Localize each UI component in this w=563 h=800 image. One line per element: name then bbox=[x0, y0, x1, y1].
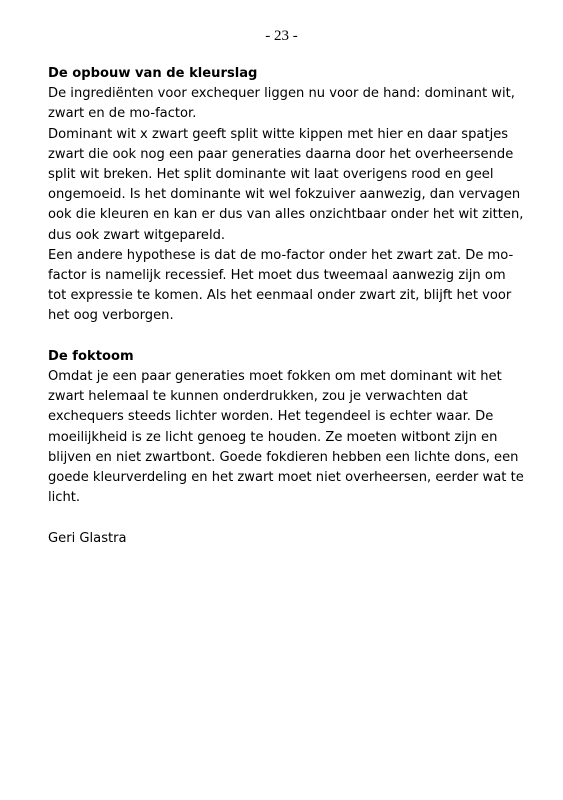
author-signature: Geri Glastra bbox=[48, 530, 127, 546]
spacer bbox=[48, 508, 528, 528]
paragraph: Een andere hypothese is dat de mo-factor onder het zwart zat. De mo-factor is namelijk recessief. Het moet dus tweemaal aanwezig zijn om tot expressie te komen. Als het eenmaal onder zwart zit, blijft het voor het oog verborgen. bbox=[48, 247, 514, 324]
paragraph: Dominant wit x zwart geeft split witte kippen met hier en daar spatjes zwart die ook nog een paar generaties daarna door het overheersende split wit breken. Het split dominante wit laat overigens rood en geel ongemoeid. Is het dominante wit wel fokzuiver aanwezig, dan vervagen ook die kleuren en kan er dus van alles onzichtbaar onder het wit zitten, dus ook zwart witgepareld. bbox=[48, 126, 524, 243]
section-heading: De opbouw van de kleurslag bbox=[48, 66, 258, 81]
section-foktoom bbox=[48, 347, 528, 509]
page-number: - 23 - bbox=[265, 28, 298, 44]
article-body bbox=[48, 64, 528, 549]
paragraph: De ingrediënten voor exchequer liggen nu voor de hand: dominant wit, zwart en de mo-factor. bbox=[48, 86, 515, 122]
paragraph: Omdat je een paar generaties moet fokken om met dominant wit het zwart helemaal te kunnen onderdrukken, zou je verwachten dat exchequers steeds lichter worden. Het tegendeel is echter waar. De moeilijkheid is ze licht genoeg te houden. Ze moeten witbont zijn en blijven en niet zwartbont. Goede fokdieren hebben een lichte dons, een goede kleurverdeling en het zwart moet niet overheersen, eerder wat te licht. bbox=[48, 369, 524, 506]
section-heading: De foktoom bbox=[48, 348, 134, 364]
spacer bbox=[48, 327, 528, 347]
section-opbouw-kleurslag bbox=[48, 64, 528, 327]
